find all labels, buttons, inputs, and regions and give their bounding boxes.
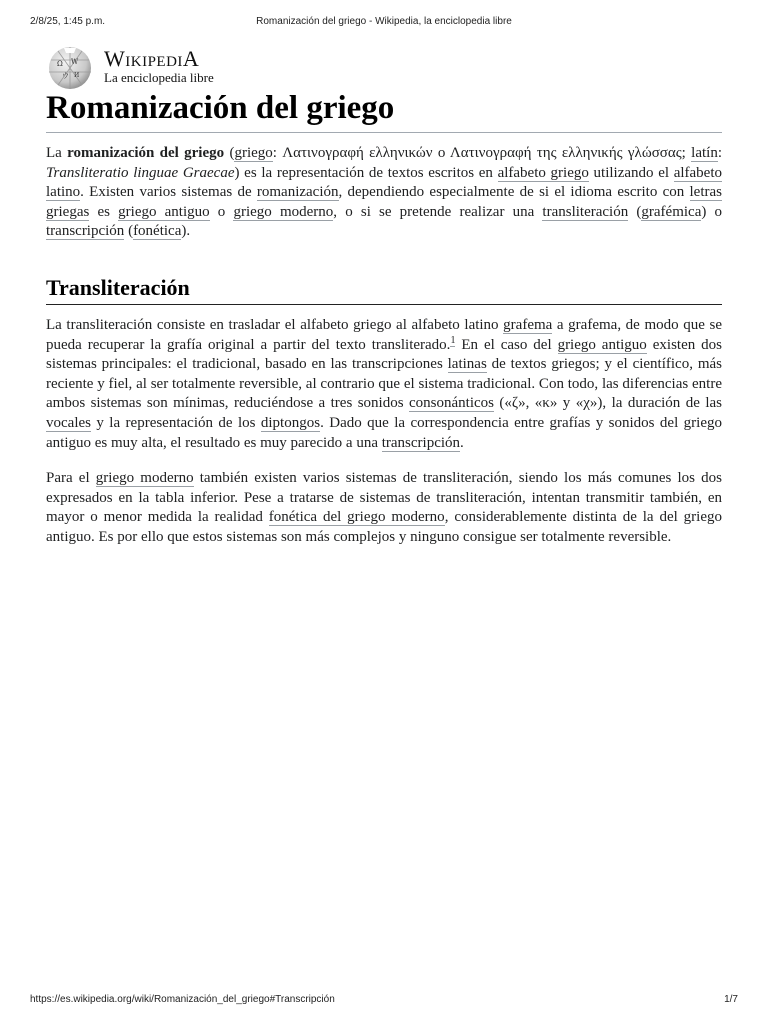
paragraph-transliteracion-1: La transliteración consiste en trasladar el alfabeto griego al alfabeto latino grafema a grafema, de modo que se pueda recuperar la grafía original a partir del texto transliterado.$^1$ En el caso del griego antiguo existen dos sistemas principales: el tradicional, basado en las transcripciones latinas de textos griegos; y el científico, más reciente y fiel, al ser totalmente reversible, al contrario que el sistema tradicional. Con todo, las diferencias entre ambos sistemas son mínimas, reduciéndose a tres sonidos consonánticos («ζ», «κ» y «χ»), la duración de las vocales y la representación de los diptongos. Dado que la correspondencia entre grafías y sonidos del griego antiguo es muy alta, el resultado es muy parecido a una transcripción. bbox=[46, 316, 722, 451]
link-griego-antiguo-2[interactable]: griego antiguo bbox=[557, 336, 647, 353]
print-document-title: Romanización del griego - Wikipedia, la enciclopedia libre bbox=[256, 16, 512, 27]
print-date: 2/8/25, 1:45 p.m. bbox=[30, 16, 106, 27]
link-grafema[interactable]: grafema bbox=[503, 316, 553, 333]
page-number: 1/7 bbox=[724, 994, 738, 1005]
svg-text:ウ: ウ bbox=[62, 72, 69, 80]
link-fonetica[interactable]: fonética bbox=[133, 223, 182, 240]
bold-term: romanización del griego bbox=[67, 145, 225, 161]
paragraph-transliteracion-2: Para el griego moderno también existen varios sistemas de transliteración, siendo los más comunes los dos expresados en la tabla inferior. Pese a tratarse de sistemas de transliteración, intentan transmitir también, en mayor o menor medida la realidad fonética del griego moderno, considerablemente distinta de la del griego antiguo. Es por ello que estos sistemas son más complejos y ninguno consigue ser totalmente reversible. bbox=[46, 470, 722, 545]
link-transcripcion[interactable]: transcripción bbox=[46, 223, 125, 240]
link-latin[interactable]: latín bbox=[691, 145, 718, 161]
svg-text:Ω: Ω bbox=[57, 60, 63, 68]
link-alfabeto-griego[interactable]: alfabeto griego bbox=[497, 164, 589, 181]
link-grafemica[interactable]: grafémica bbox=[641, 203, 702, 220]
link-griego-antiguo[interactable]: griego antiguo bbox=[118, 203, 210, 220]
link-griego-moderno-2[interactable]: griego moderno bbox=[95, 470, 194, 487]
wikipedia-tagline: La enciclopedia libre bbox=[104, 70, 214, 85]
link-diptongos[interactable]: diptongos bbox=[260, 414, 321, 431]
print-url: https://es.wikipedia.org/wiki/Romanización_del_griego#Transcripción bbox=[30, 994, 335, 1005]
link-fonetica-griego-moderno[interactable]: fonética del griego moderno bbox=[268, 509, 445, 526]
reference-1[interactable]: 1 bbox=[450, 334, 456, 346]
svg-text:W: W bbox=[71, 58, 79, 66]
page-title: Romanización del griego bbox=[46, 86, 722, 133]
link-alfabeto-latino[interactable]: alfabeto latino bbox=[46, 164, 723, 201]
section-heading-transliteracion: Transliteración bbox=[46, 274, 722, 305]
wikipedia-wordmark: WikipediA bbox=[104, 46, 200, 71]
link-latinas[interactable]: latinas bbox=[447, 356, 487, 373]
link-romanizacion[interactable]: romanización bbox=[256, 184, 339, 201]
svg-text:И: И bbox=[74, 72, 80, 79]
link-letras-griegas[interactable]: letras griegas bbox=[46, 184, 722, 220]
link-transcripcion-2[interactable]: transcripción bbox=[381, 434, 461, 451]
article-content bbox=[46, 86, 722, 548]
link-griego-moderno[interactable]: griego moderno bbox=[233, 203, 334, 220]
lead-paragraph: La romanización del griego (griego: Λατινογραφή ελληνικών ο Λατινογραφή της ελληνικής γλώσσας; latín: Transliteratio linguae Graecae) es la representación de textos escritos en alfabeto griego utilizando el alfabeto latino. Existen varios sistemas de romanización, dependiendo especialmente de si el idioma escrito con letras griegas es griego antiguo o griego moderno, o si se pretende realizar una transliteración (grafémica) o transcripción (fonética). bbox=[46, 145, 723, 240]
link-consonanticos[interactable]: consonánticos bbox=[409, 395, 494, 412]
wikipedia-globe-icon bbox=[44, 44, 96, 90]
link-griego[interactable]: griego bbox=[234, 145, 273, 161]
wikipedia-logo[interactable] bbox=[44, 44, 244, 90]
latin-term: Transliteratio linguae Graecae bbox=[46, 164, 235, 181]
link-vocales[interactable]: vocales bbox=[46, 414, 91, 431]
link-transliteracion[interactable]: transliteración bbox=[542, 203, 629, 220]
